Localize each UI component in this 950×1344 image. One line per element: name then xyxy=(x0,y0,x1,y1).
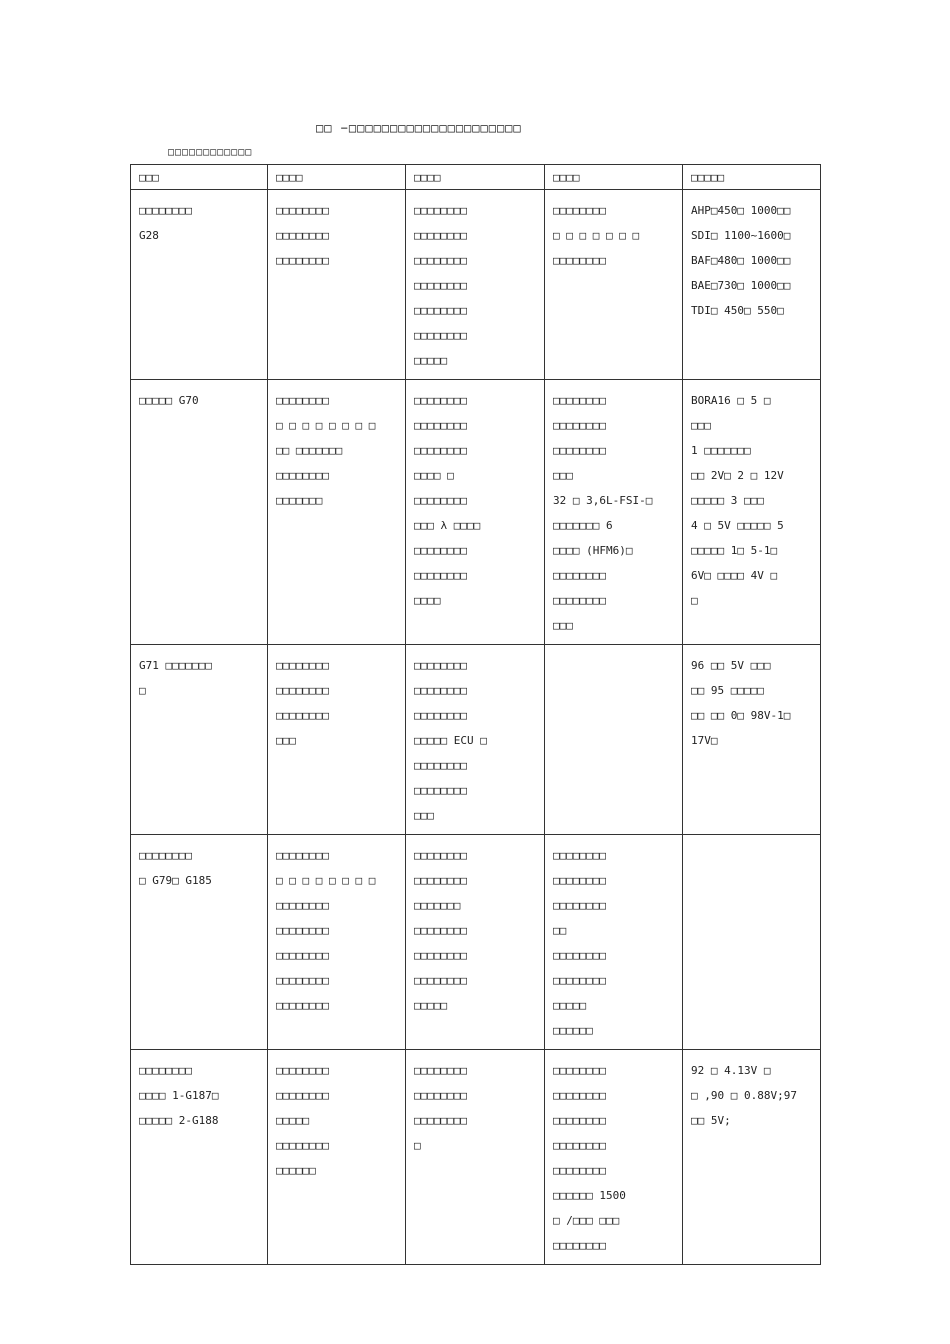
table-cell: □□□□□□□□ □□□□□□□□ □□□□□□□ □□□□□□□□ □□□□□□□□ □□□□□□□□ □□□□□ xyxy=(406,835,545,1050)
table-row xyxy=(131,380,821,645)
table-cell: □□□□□□□□ □□□□□□□□ □□□□□ □□□□□□□□ □□□□□□ xyxy=(268,1050,406,1265)
table-cell: G71 □□□□□□□ □ xyxy=(131,645,268,835)
table-cell: □□□□□□□□ □ G79□ G185 xyxy=(131,835,268,1050)
table-cell: □□□□□□□□ G28 xyxy=(131,190,268,380)
document-subtitle: □□□□□□□□□□□□ xyxy=(168,147,253,158)
table-cell: 96 □□ 5V □□□ □□ 95 □□□□□ □□ □□ 0□ 98V-1□ 17V□ xyxy=(683,645,821,835)
table-cell: □□□□□□□□ □□□□□□□□ □□□□□□□□ □□□□□□□□ □□□□□□□□ □□□□□□ 1500 □ /□□□ □□□ □□□□□□□□ xyxy=(545,1050,683,1265)
table-cell: BORA16 □ 5 □ □□□ 1 □□□□□□□ □□ 2V□ 2 □ 12V □□□□□ 3 □□□ 4 □ 5V □□□□□ 5 □□□□□ 1□ 5-1□ 6V□ □□□□ 4V □ □ xyxy=(683,380,821,645)
table-cell: □□□□□□□□ □□□□□□□□ □□□□□□□□ xyxy=(268,190,406,380)
table-cell xyxy=(545,645,683,835)
table-cell: □□□□□□□□ □□□□□□□□ □□□□□□□□ □□□ xyxy=(268,645,406,835)
sensor-table xyxy=(130,164,821,1265)
table-cell: □□□□□□□□ □□□□□□□□ □□□□□□□□ □□□□□□□□ □□□□□□□□ □□□□□□□□ □□□□□ xyxy=(406,190,545,380)
table-row xyxy=(131,1050,821,1265)
table-header-cell: □□□□ xyxy=(268,165,406,190)
table-header-cell: □□□□ xyxy=(406,165,545,190)
table-header-row xyxy=(131,165,821,190)
table-cell xyxy=(683,835,821,1050)
table-cell: □□□□□□□□ □ □ □ □ □ □ □ □ □□□□□□□□ □□□□□□□□ □□□□□□□□ □□□□□□□□ □□□□□□□□ xyxy=(268,835,406,1050)
table-header-cell: □□□ xyxy=(131,165,268,190)
table-cell: □□□□□□□□ □□□□□□□□ □□□□□□□□ □□□ 32 □ 3,6L-FSI-□ □□□□□□□ 6 □□□□ (HFM6)□ □□□□□□□□ □□□□□□□□ □□□ xyxy=(545,380,683,645)
table-row xyxy=(131,835,821,1050)
table-cell: □□□□□□□□ □ □ □ □ □ □ □ □ □□ □□□□□□□ □□□□□□□□ □□□□□□□ xyxy=(268,380,406,645)
table-row xyxy=(131,190,821,380)
table-cell: □□□□□□□□ □□□□□□□□ □□□□□□□□ □□ □□□□□□□□ □□□□□□□□ □□□□□ □□□□□□ xyxy=(545,835,683,1050)
table-cell: AHP□450□ 1000□□ SDI□ 1100~1600□ BAF□480□ 1000□□ BAE□730□ 1000□□ TDI□ 450□ 550□ xyxy=(683,190,821,380)
table-row xyxy=(131,645,821,835)
table-cell: 92 □ 4.13V □ □ ,90 □ 0.88V;97 □□ 5V; xyxy=(683,1050,821,1265)
table-cell: □□□□□□□□ □□□□ 1-G187□ □□□□□ 2-G188 xyxy=(131,1050,268,1265)
table-cell: □□□□□□□□ □□□□□□□□ □□□□□□□□ □□□□□ ECU □ □□□□□□□□ □□□□□□□□ □□□ xyxy=(406,645,545,835)
table-cell: □□□□□□□□ □□□□□□□□ □□□□□□□□ □□□□ □ □□□□□□□□ □□□ λ □□□□ □□□□□□□□ □□□□□□□□ □□□□ xyxy=(406,380,545,645)
table-cell: □□□□□ G70 xyxy=(131,380,268,645)
table-cell: □□□□□□□□ □ □ □ □ □ □ □ □□□□□□□□ xyxy=(545,190,683,380)
table-header-cell: □□□□□ xyxy=(683,165,821,190)
table-cell: □□□□□□□□ □□□□□□□□ □□□□□□□□ □ xyxy=(406,1050,545,1265)
table-header-cell: □□□□ xyxy=(545,165,683,190)
document-title: □□ −□□□□□□□□□□□□□□□□□□□□□ xyxy=(316,121,522,135)
